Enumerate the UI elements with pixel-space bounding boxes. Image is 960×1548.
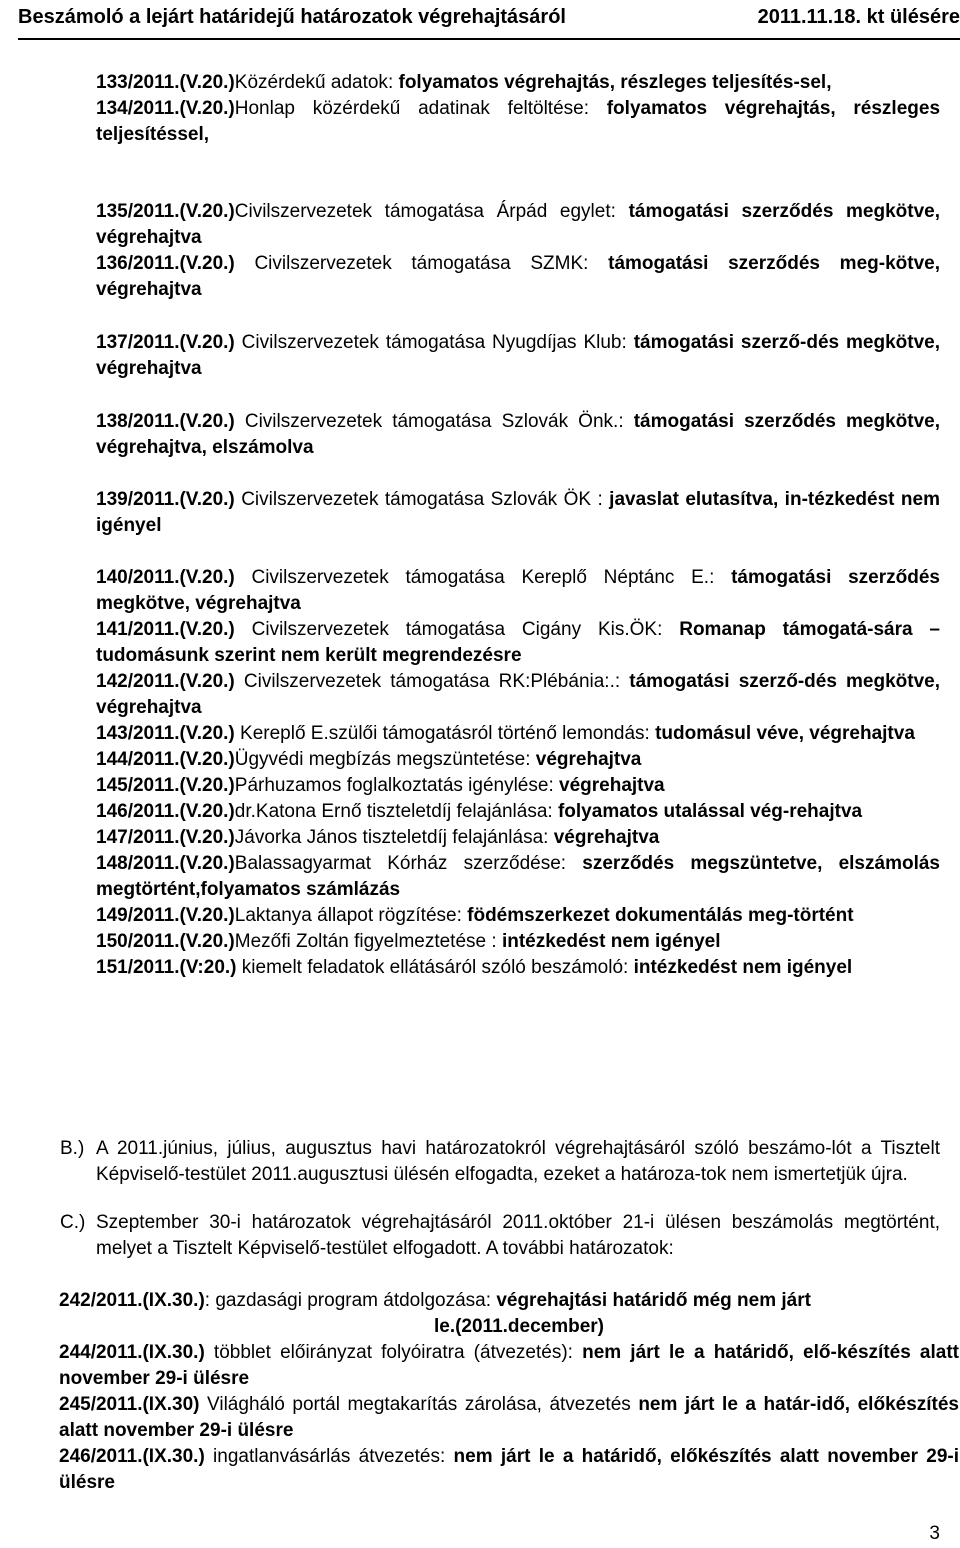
resolution-entry: 140/2011.(V.20.) Civilszervezetek támogatása Kereplő Néptánc E.: támogatási szerződés megkötve, végrehajtva: [96, 567, 940, 614]
resolution-entry: 150/2011.(V.20.)Mezőfi Zoltán figyelmeztetése : intézkedést nem igényel: [96, 931, 721, 952]
entries-block-d: [59, 1288, 959, 1496]
resolution-entry-continuation: le.(2011.december): [433, 1316, 605, 1337]
resolution-entry: 144/2011.(V.20.)Ügyvédi megbízás megszüntetése: végrehajtva: [96, 749, 642, 770]
resolution-entry: 135/2011.(V.20.)Civilszervezetek támogatása Árpád egylet: támogatási szerződés megkötve, végrehajtva: [96, 201, 940, 248]
resolution-entry: 146/2011.(V.20.)dr.Katona Ernő tiszteletdíj felajánlása: folyamatos utalással vég-rehajtva: [96, 801, 863, 822]
entries-block-5: [96, 487, 940, 539]
entries-block-4: [96, 409, 940, 461]
resolution-entry: 145/2011.(V.20.)Párhuzamos foglalkoztatás igénylése: végrehajtva: [96, 775, 665, 796]
resolution-entry: 138/2011.(V.20.) Civilszervezetek támogatása Szlovák Önk.: támogatási szerződés megkötve, végrehajtva, elszámolva: [96, 411, 941, 458]
resolution-entry: 139/2011.(V.20.) Civilszervezetek támogatása Szlovák ÖK : javaslat elutasítva, in-tézkedést nem igényel: [96, 489, 940, 536]
paragraph-b-text: A 2011.június, július, augusztus havi határozatokról végrehajtásáról szóló beszámo-lót a Tisztelt Képviselő-testület 2011.augusztusi ülésén elfogadta, ezeket a határoza-tok nem ismertetjük újra.: [96, 1138, 940, 1185]
header-title: Beszámoló a lejárt határidejű határozatok végrehajtásáról: [18, 6, 566, 28]
page-number: 3: [929, 1523, 940, 1544]
resolution-entry: 149/2011.(V.20.)Laktanya állapot rögzítése: födémszerkezet dokumentálás meg-történt: [96, 905, 854, 926]
resolution-entry: 147/2011.(V.20.)Jávorka János tiszteletdíj felajánlása: végrehajtva: [96, 827, 660, 848]
resolution-entry: 242/2011.(IX.30.): gazdasági program átdolgozása: végrehajtási határidő még nem járt: [59, 1290, 811, 1311]
resolution-entry: 246/2011.(IX.30.) ingatlanvásárlás átvezetés: nem járt le a határidő, előkészítés alatt november 29-i ülésre: [59, 1446, 960, 1493]
resolution-entry: 133/2011.(V.20.)Közérdekű adatok: folyamatos végrehajtás, részleges teljesítés-sel,: [96, 72, 832, 93]
paragraph-b-label: B.): [60, 1138, 85, 1159]
resolution-entry: 136/2011.(V.20.) Civilszervezetek támogatása SZMK: támogatási szerződés meg-kötve, végrehajtva: [96, 253, 940, 300]
paragraph-c: [60, 1210, 940, 1262]
resolution-entry: 245/2011.(IX.30) Világháló portál megtakarítás zárolása, átvezetés nem járt le a határ-idő, előkészítés alatt november 29-i ülésre: [59, 1394, 960, 1441]
paragraph-b: [60, 1136, 940, 1188]
resolution-entry: 142/2011.(V.20.) Civilszervezetek támogatása RK:Plébánia:.: támogatási szerző-dés megkötve, végrehajtva: [96, 671, 940, 718]
entries-block-2: [96, 199, 940, 303]
resolution-entry: 143/2011.(V.20.) Kereplő E.szülői támogatásról történő lemondás: tudomásul véve, végrehajtva: [96, 723, 915, 744]
entries-block-1: [96, 70, 940, 148]
entries-block-6: [96, 565, 940, 981]
resolution-entry: 137/2011.(V.20.) Civilszervezetek támogatása Nyugdíjas Klub: támogatási szerző-dés megkötve, végrehajtva: [96, 332, 940, 379]
paragraph-c-text: Szeptember 30-i határozatok végrehajtásáról 2011.október 21-i ülésen beszámolás megtörtént, melyet a Tisztelt Képviselő-testület elfogadott. A további határozatok:: [96, 1212, 940, 1259]
entries-block-3: [96, 330, 940, 382]
header-date: 2011.11.18. kt ülésére: [757, 6, 960, 28]
resolution-entry: 141/2011.(V.20.) Civilszervezetek támogatása Cigány Kis.ÖK: Romanap támogatá-sára – tudomásunk szerint nem került megrendezésre: [96, 619, 940, 666]
resolution-entry: 151/2011.(V:20.) kiemelt feladatok ellátásáról szóló beszámoló: intézkedést nem igényel: [96, 957, 853, 978]
resolution-entry: 148/2011.(V.20.)Balassagyarmat Kórház szerződése: szerződés megszüntetve, elszámolás megtörtént,folyamatos számlázás: [96, 853, 940, 900]
resolution-entry: 244/2011.(IX.30.) többlet előirányzat folyóiratra (átvezetés): nem járt le a határidő, elő-készítés alatt november 29-i ülésre: [59, 1342, 959, 1389]
paragraph-c-label: C.): [60, 1212, 86, 1233]
page-header: [18, 0, 960, 40]
resolution-entry: 134/2011.(V.20.)Honlap közérdekű adatinak feltöltése: folyamatos végrehajtás, részleges teljesítéssel,: [96, 98, 941, 145]
